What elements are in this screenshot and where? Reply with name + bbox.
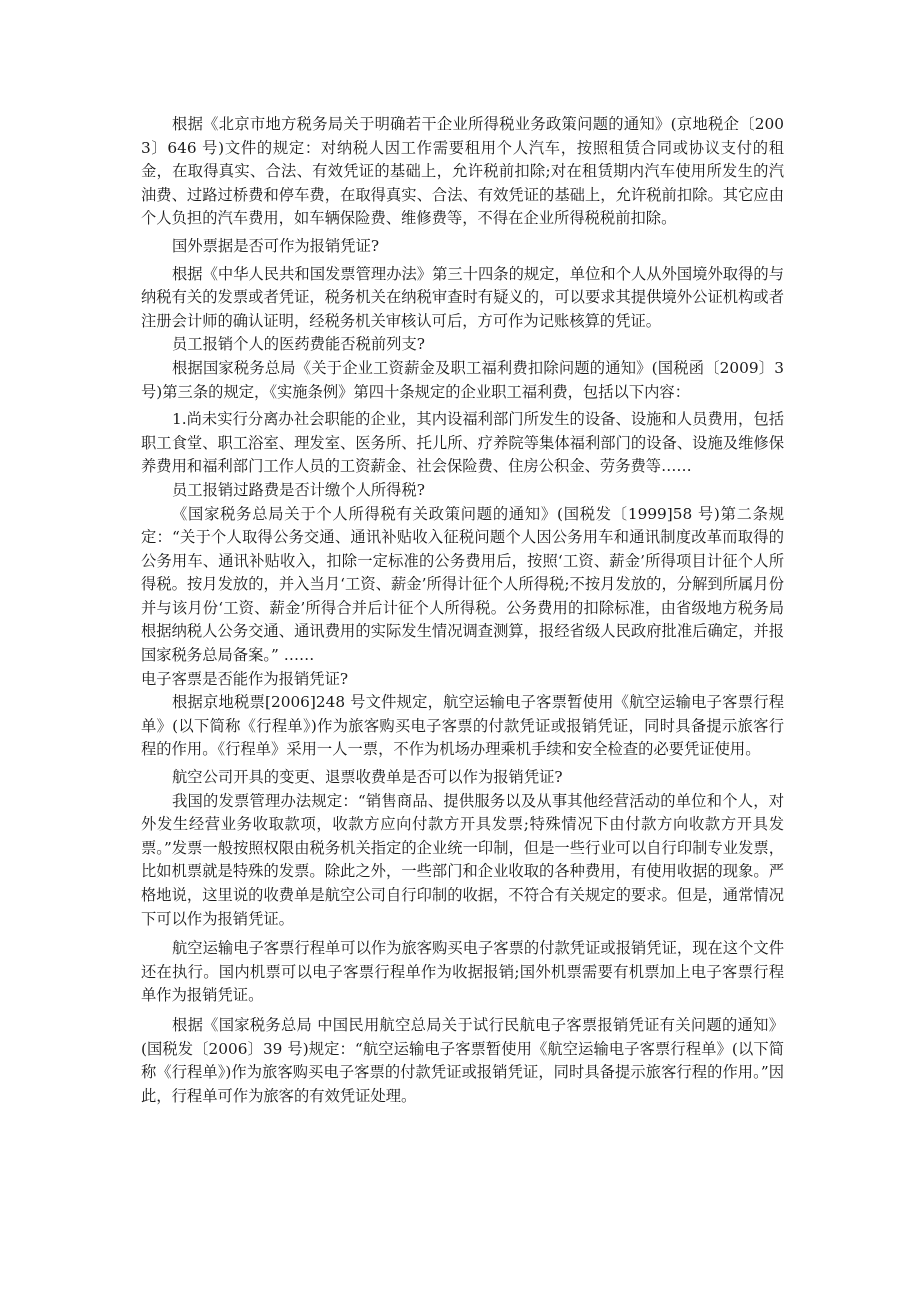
paragraph-welfare-notice: 根据国家税务总局《关于企业工资薪金及职工福利费扣除问题的通知》(国税函〔2009〕3 号)第三条的规定，《实施条例》第四十条规定的企业职工福利费，包括以下内容： [141, 358, 784, 401]
question-foreign-receipts: 国外票据是否可作为报销凭证? [172, 236, 380, 255]
document-body [141, 0, 784, 1108]
paragraph-car-rental-deduction: 根据《北京市地方税务局关于明确若干企业所得税业务政策问题的通知》(京地税企〔2003〕646 号)文件的规定：对纳税人因工作需要租用个人汽车，按照租赁合同或协议支付的租金，在取得真实、合法、有效凭证的基础上，允许税前扣除;对在租赁期内汽车使用所发生的汽油费、过路过桥费和停车费，在取得真实、合法、有效凭证的基础上，允许税前扣除。其它应由个人负担的汽车费用，如车辆保险费、维修费等，不得在企业所得税税前扣除。 [141, 115, 784, 228]
paragraph-invoice-regulation: 我国的发票管理办法规定：“销售商品、提供服务以及从事其他经营活动的单位和个人，对外发生经营业务收取款项，收款方应向付款方开具发票;特殊情况下由付款方向收款方开具发票。”发票一般按照权限由税务机关指定的企业统一印制，但是一些行业可以自行印制专业发票，比如机票就是特殊的发票。除此之外，一些部门和企业收取的各种费用，有使用收据的现象。严格地说，这里说的收费单是航空公司自行印制的收据，不符合有关规定的要求。但是，通常情况下可以作为报销凭证。 [141, 791, 784, 928]
question-change-refund-receipt: 航空公司开具的变更、退票收费单是否可以作为报销凭证? [172, 768, 563, 787]
question-toll-fees: 员工报销过路费是否计缴个人所得税? [172, 480, 425, 499]
document-page [141, 0, 784, 1302]
paragraph-e-ticket: 根据京地税票[2006]248 号文件规定，航空运输电子客票暂使用《航空运输电子客票行程单》(以下简称《行程单》)作为旅客购买电子客票的付款凭证或报销凭证，同时具备提示旅客行程的作用。《行程单》采用一人一票，不作为机场办理乘机手续和安全检查的必要凭证使用。 [141, 693, 784, 759]
paragraph-itinerary-receipt: 航空运输电子客票行程单可以作为旅客购买电子客票的付款凭证或报销凭证，现在这个文件还在执行。国内机票可以电子客票行程单作为收据报销;国外机票需要有机票加上电子客票行程单作为报销凭证。 [141, 939, 784, 1005]
paragraph-welfare-item-1: 1.尚未实行分离办社会职能的企业，其内设福利部门所发生的设备、设施和人员费用，包括职工食堂、职工浴室、理发室、医务所、托儿所、疗养院等集体福利部门的设备、设施及维修保养费用和福利部门工作人员的工资薪金、社会保险费、住房公积金、劳务费等…… [141, 410, 784, 476]
paragraph-toll-fees: 《国家税务总局关于个人所得税有关政策问题的通知》(国税发〔1999]58 号)第二条规定：“关于个人取得公务交通、通讯补贴收入征税问题个人因公务用车和通讯制度改革而取得的公务用车、通讯补贴收入，扣除一定标准的公务费用后，按照‘工资、薪金’所得项目计征个人所得税。按月发放的，并入当月‘工资、薪金’所得计征个人所得税;不按月发放的，分解到所属月份并与该月份‘工资、薪金’所得合并后计征个人所得税。公务费用的扣除标准，由省级地方税务局根据纳税人公务交通、通讯费用的实际发生情况调查测算，报经省级人民政府批准后确定，并报国家税务总局备案。” …… [141, 504, 784, 665]
question-medical-expenses: 员工报销个人的医药费能否税前列支? [172, 335, 425, 354]
question-e-ticket: 电子客票是否能作为报销凭证? [141, 669, 349, 688]
paragraph-itinerary-notice: 根据《国家税务总局 中国民用航空总局关于试行民航电子客票报销凭证有关问题的通知》(国税发〔2006〕39 号)规定：“航空运输电子客票暂使用《航空运输电子客票行程单》(以下简称《行程单》)作为旅客购买电子客票的付款凭证或报销凭证，同时具备提示旅客行程的作用。”因此，行程单可作为旅客的有效凭证处理。 [141, 1015, 784, 1105]
paragraph-foreign-receipts: 根据《中华人民共和国发票管理办法》第三十四条的规定，单位和个人从外国境外取得的与纳税有关的发票或者凭证，税务机关在纳税审查时有疑义的，可以要求其提供境外公证机构或者注册会计师的确认证明，经税务机关审核认可后，方可作为记账核算的凭证。 [141, 264, 784, 330]
